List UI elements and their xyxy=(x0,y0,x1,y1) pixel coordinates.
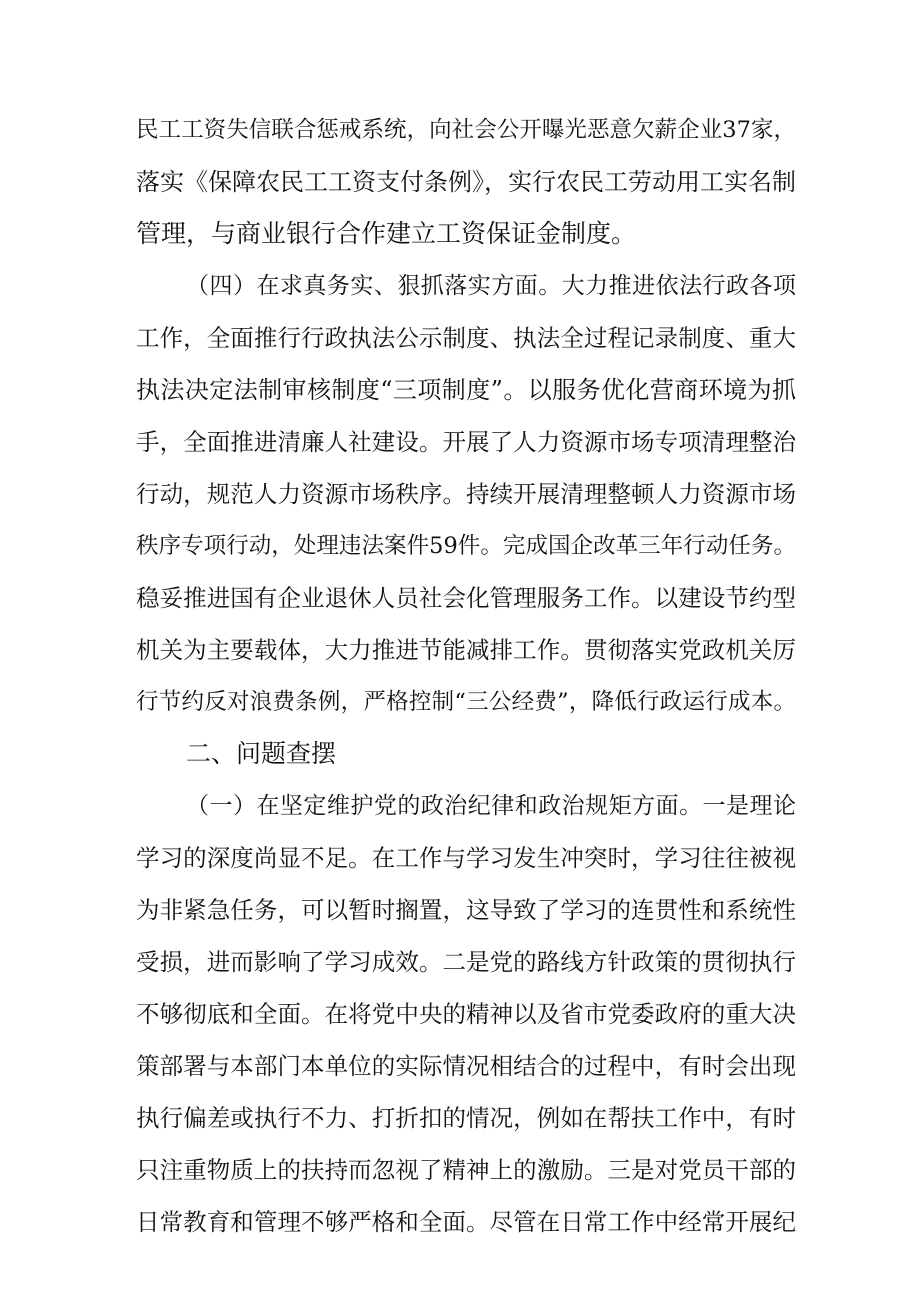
section-heading: 二、问题查摆 xyxy=(186,739,337,768)
text-line: 学习的深度尚显不足。在工作与学习发生冲突时，学习往往被视 xyxy=(136,844,796,872)
text-line: 日常教育和管理不够严格和全面。尽管在日常工作中经常开展纪 xyxy=(136,1208,796,1236)
text-line: 秩序专项行动，处理违法案件59件。完成国企改革三年行动任务。 xyxy=(136,533,796,559)
text-line: 不够彻底和全面。在将党中央的精神以及省市党委政府的重大决 xyxy=(136,1000,796,1028)
text-line: 行节约反对浪费条例，严格控制“三公经费”，降低行政运行成本。 xyxy=(136,689,796,715)
text-line: 执行偏差或执行不力、打折扣的情况，例如在帮扶工作中，有时 xyxy=(136,1104,796,1132)
text-line: （四）在求真务实、狠抓落实方面。大力推进依法行政各项 xyxy=(186,273,796,299)
text-line: 落实《保障农民工工资支付条例》，实行农民工劳动用工实名制 xyxy=(136,168,796,196)
text-line: 机关为主要载体，大力推进节能减排工作。贯彻落实党政机关厉 xyxy=(136,636,796,664)
text-line: 管理，与商业银行合作建立工资保证金制度。 xyxy=(136,219,637,248)
text-line: 行动，规范人力资源市场秩序。持续开展清理整顿人力资源市场 xyxy=(136,480,796,508)
text-line: 策部署与本部门本单位的实际情况相结合的过程中，有时会出现 xyxy=(136,1052,796,1080)
text-line: 工作，全面推行行政执法公示制度、执法全过程记录制度、重大 xyxy=(136,324,796,352)
text-line: 为非紧急任务，可以暂时搁置，这导致了学习的连贯性和系统性 xyxy=(136,896,796,924)
text-line: （一）在坚定维护党的政治纪律和政治规矩方面。一是理论 xyxy=(186,793,796,819)
text-line: 稳妥推进国有企业退休人员社会化管理服务工作。以建设节约型 xyxy=(136,584,796,612)
text-line: 只注重物质上的扶持而忽视了精神上的激励。三是对党员干部的 xyxy=(136,1156,796,1184)
text-line: 受损，进而影响了学习成效。二是党的路线方针政策的贯彻执行 xyxy=(136,948,796,976)
text-line: 手，全面推进清廉人社建设。开展了人力资源市场专项清理整治 xyxy=(136,428,796,456)
text-line: 民工工资失信联合惩戒系统，向社会公开曝光恶意欠薪企业37家， xyxy=(136,117,796,143)
text-line: 执法决定法制审核制度“三项制度”。以服务优化营商环境为抓 xyxy=(136,376,796,404)
